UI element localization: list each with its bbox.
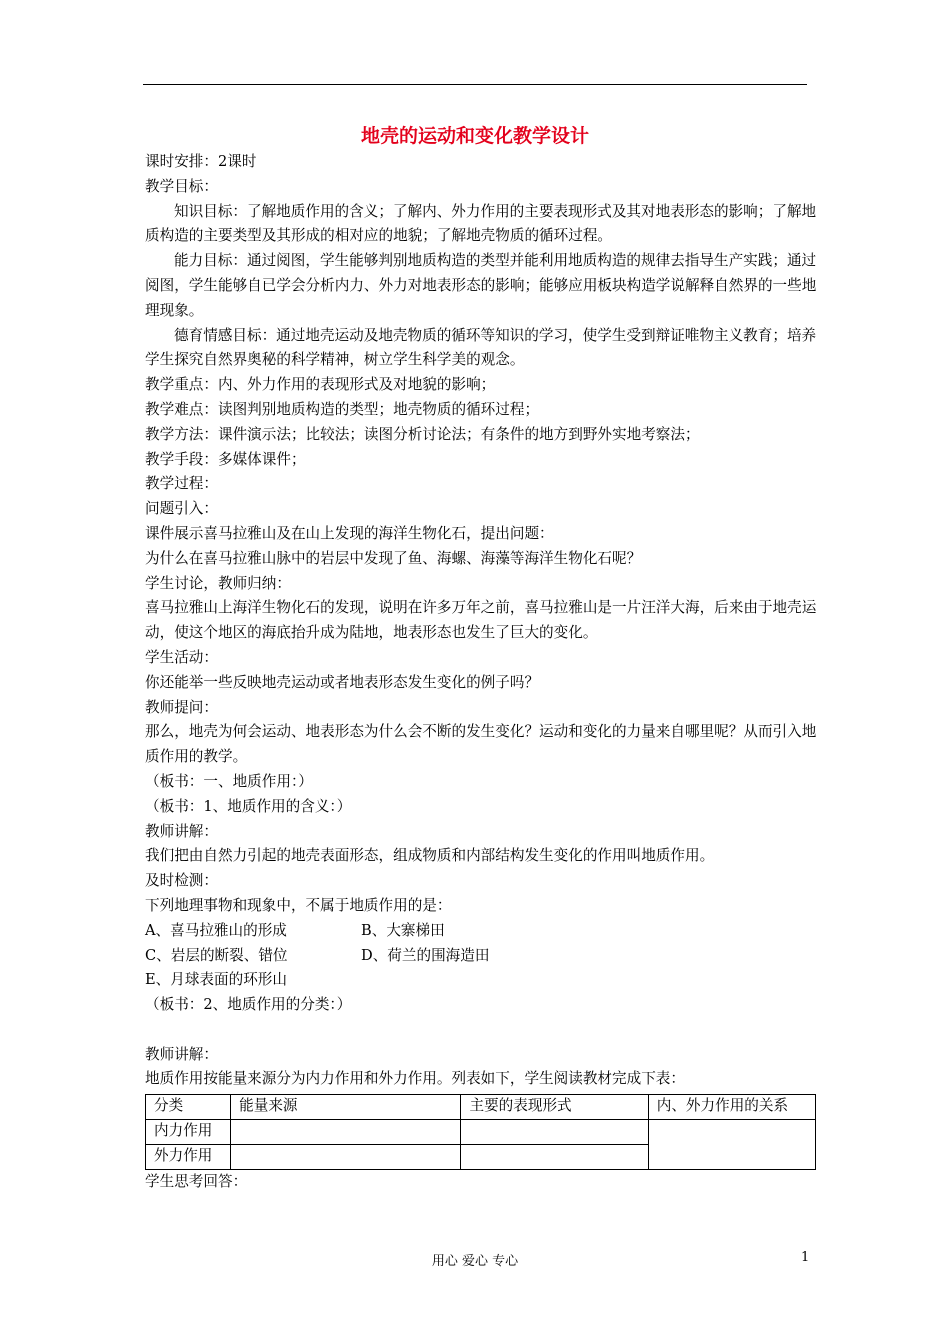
table-cell: 外力作用 <box>146 1145 231 1170</box>
paragraph: 能力目标：通过阅图，学生能够判别地质构造的类型并能利用地质构造的规律去指导生产实践；通过阅图，学生能够自已学会分析内力、外力对地表形态的影响；能够应用板块构造学说解释自然界的一些地理现象。 <box>145 252 817 319</box>
paragraph: 教师讲解： <box>145 822 218 840</box>
page-number: 1 <box>801 1250 810 1265</box>
paragraph: 教学目标： <box>145 177 218 195</box>
table-header-row <box>146 1095 816 1120</box>
paragraph: （板书：1、地质作用的含义：） <box>145 797 352 815</box>
paragraph: 教学方法：课件演示法；比较法；读图分析讨论法；有条件的地方到野外实地考察法； <box>145 425 700 443</box>
paragraph: 课件展示喜马拉雅山及在山上发现的海洋生物化石，提出问题： <box>145 524 554 542</box>
option: B、大寨梯田 <box>361 921 445 939</box>
table-cell <box>461 1120 648 1145</box>
paragraph: 及时检测： <box>145 872 218 890</box>
table-header: 能量来源 <box>231 1095 461 1120</box>
option: D、荷兰的围海造田 <box>361 946 490 964</box>
options-row <box>145 944 821 969</box>
table-cell <box>461 1145 648 1170</box>
geological-action-table <box>145 1094 816 1170</box>
options-row <box>145 919 821 944</box>
paragraph: 知识目标：了解地质作用的含义；了解内、外力作用的主要表现形式及其对地表形态的影响；了解地质构造的主要类型及其形成的相对应的地貌；了解地壳物质的循环过程。 <box>145 202 817 245</box>
paragraph: 课时安排：2课时 <box>145 153 257 170</box>
paragraph: 那么，地壳为何会运动、地表形态为什么会不断的发生变化？运动和变化的力量来自哪里呢？从而引入地质作用的教学。 <box>145 723 817 766</box>
paragraph: 教学难点：读图判别地质构造的类型；地壳物质的循环过程； <box>145 400 540 418</box>
paragraph: （板书：2、地质作用的分类：） <box>145 996 352 1014</box>
paragraph: 你还能举一些反映地壳运动或者地表形态发生变化的例子吗？ <box>145 673 540 691</box>
table-cell: 内力作用 <box>146 1120 231 1145</box>
paragraph: 教学重点：内、外力作用的表现形式及对地貌的影响； <box>145 376 496 394</box>
header-rule <box>143 84 807 85</box>
paragraph: 学生活动： <box>145 648 218 666</box>
paragraph: 教学过程： <box>145 475 218 493</box>
paragraph: 喜马拉雅山上海洋生物化石的发现，说明在许多万年之前，喜马拉雅山是一片汪洋大海，后来由于地壳运动，使这个地区的海底抬升成为陆地，地表形态也发生了巨大的变化。 <box>145 599 817 642</box>
paragraph: 下列地理事物和现象中，不属于地质作用的是： <box>145 896 452 914</box>
paragraph: 教师提问： <box>145 698 218 716</box>
table-row <box>146 1120 816 1145</box>
paragraph: 为什么在喜马拉雅山脉中的岩层中发现了鱼、海螺、海藻等海洋生物化石呢？ <box>145 549 642 567</box>
paragraph: 德育情感目标：通过地壳运动及地壳物质的循环等知识的学习，使学生受到辩证唯物主义教育；培养学生探究自然界奥秘的科学精神，树立学生科学美的观念。 <box>145 326 817 369</box>
paragraph: 我们把由自然力引起的地壳表面形态，组成物质和内部结构发生变化的作用叫地质作用。 <box>145 847 715 865</box>
table-header: 主要的表现形式 <box>461 1095 648 1120</box>
footer-text: 用心 爱心 专心 <box>431 1254 519 1269</box>
paragraph: 问题引入： <box>145 500 218 518</box>
table-header: 分类 <box>146 1095 231 1120</box>
paragraph: 学生思考回答： <box>145 1173 248 1191</box>
option: E、月球表面的环形山 <box>145 971 287 989</box>
document-body <box>145 150 821 1195</box>
paragraph: 学生讨论，教师归纳： <box>145 574 291 592</box>
paragraph: 教师讲解： <box>145 1045 218 1063</box>
option: A、喜马拉雅山的形成 <box>145 921 287 939</box>
table-cell <box>231 1145 461 1170</box>
option: C、岩层的断裂、错位 <box>145 946 288 964</box>
table-cell <box>648 1120 815 1170</box>
blank-line <box>145 1018 821 1043</box>
paragraph: （板书：一、地质作用：） <box>145 772 313 790</box>
paragraph: 教学手段：多媒体课件； <box>145 450 306 468</box>
paragraph: 地质作用按能量来源分为内力作用和外力作用。列表如下，学生阅读教材完成下表： <box>145 1070 685 1088</box>
table-header: 内、外力作用的关系 <box>648 1095 815 1120</box>
table-cell <box>231 1120 461 1145</box>
page-title: 地壳的运动和变化教学设计 <box>360 125 589 147</box>
